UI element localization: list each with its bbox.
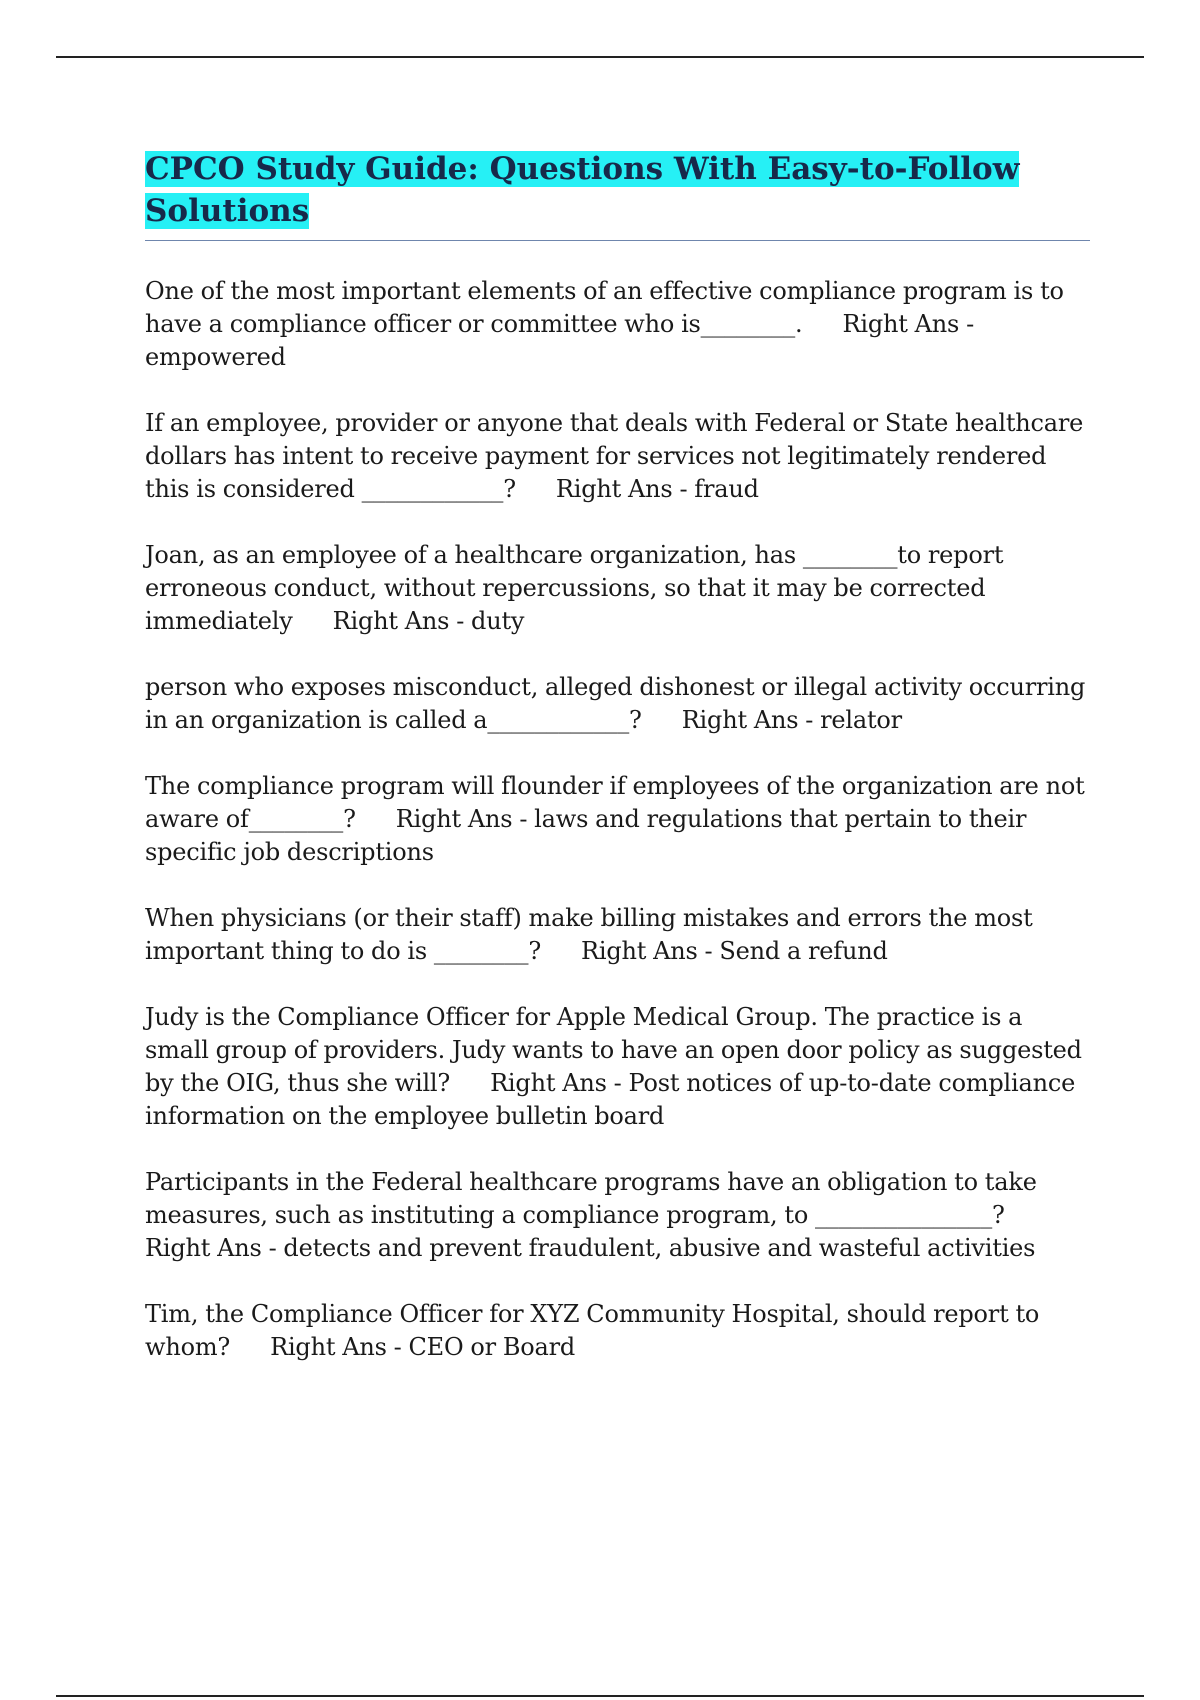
top-rule [56, 56, 1144, 58]
answer-text: Right Ans - CEO or Board [270, 1333, 576, 1361]
answer-text: Right Ans - Send a refund [580, 937, 888, 965]
document-body [145, 148, 1090, 1397]
qa-item-3 [145, 539, 1090, 638]
qa-item-7 [145, 1001, 1090, 1133]
answer-text: Right Ans - empowered [145, 310, 974, 371]
question-text: When physicians (or their staff) make billing mistakes and errors the most important thing to do is ________? [145, 904, 1033, 965]
qa-list [145, 275, 1090, 1364]
answer-text: Right Ans - fraud [555, 475, 759, 503]
question-text: Participants in the Federal healthcare programs have an obligation to take measures, such as instituting a compliance program, to _______________? [145, 1168, 1037, 1229]
answer-text: Right Ans - detects and prevent fraudulent, abusive and wasteful activities [145, 1234, 1036, 1262]
qa-item-6 [145, 902, 1090, 968]
question-text: The compliance program will flounder if employees of the organization are not aware of________? [145, 772, 1085, 833]
qa-item-2 [145, 407, 1090, 506]
qa-item-1 [145, 275, 1090, 374]
qa-item-4 [145, 671, 1090, 737]
answer-text: Right Ans - Post notices of up-to-date compliance information on the employee bulletin board [145, 1069, 1076, 1130]
document-title-text: CPCO Study Guide: Questions With Easy-to-Follow Solutions [145, 151, 1020, 229]
question-text: Tim, the Compliance Officer for XYZ Community Hospital, should report to whom? [145, 1300, 1040, 1361]
qa-item-9 [145, 1298, 1090, 1364]
question-text: If an employee, provider or anyone that deals with Federal or State healthcare dollars has intent to receive payment for services not legitimately rendered this is considered ____________? [145, 409, 1084, 503]
document-title [145, 148, 1090, 232]
qa-item-8 [145, 1166, 1090, 1265]
answer-text: Right Ans - duty [332, 607, 525, 635]
question-text: One of the most important elements of an effective compliance program is to have a compliance officer or committee who is________. [145, 277, 1064, 338]
bottom-rule [56, 1695, 1144, 1697]
question-text: Judy is the Compliance Officer for Apple Medical Group. The practice is a small group of providers. Judy wants to have an open door policy as suggested by the OIG, thus she will? [145, 1003, 1082, 1097]
question-text: Joan, as an employee of a healthcare organization, has ________to report erroneous conduct, without repercussions, so that it may be corrected immediately [145, 541, 1004, 635]
qa-item-5 [145, 770, 1090, 869]
answer-text: Right Ans - laws and regulations that pertain to their specific job descriptions [145, 805, 1027, 866]
title-underline [145, 240, 1090, 241]
answer-text: Right Ans - relator [681, 706, 902, 734]
question-text: person who exposes misconduct, alleged dishonest or illegal activity occurring in an organization is called a____________? [145, 673, 1086, 734]
